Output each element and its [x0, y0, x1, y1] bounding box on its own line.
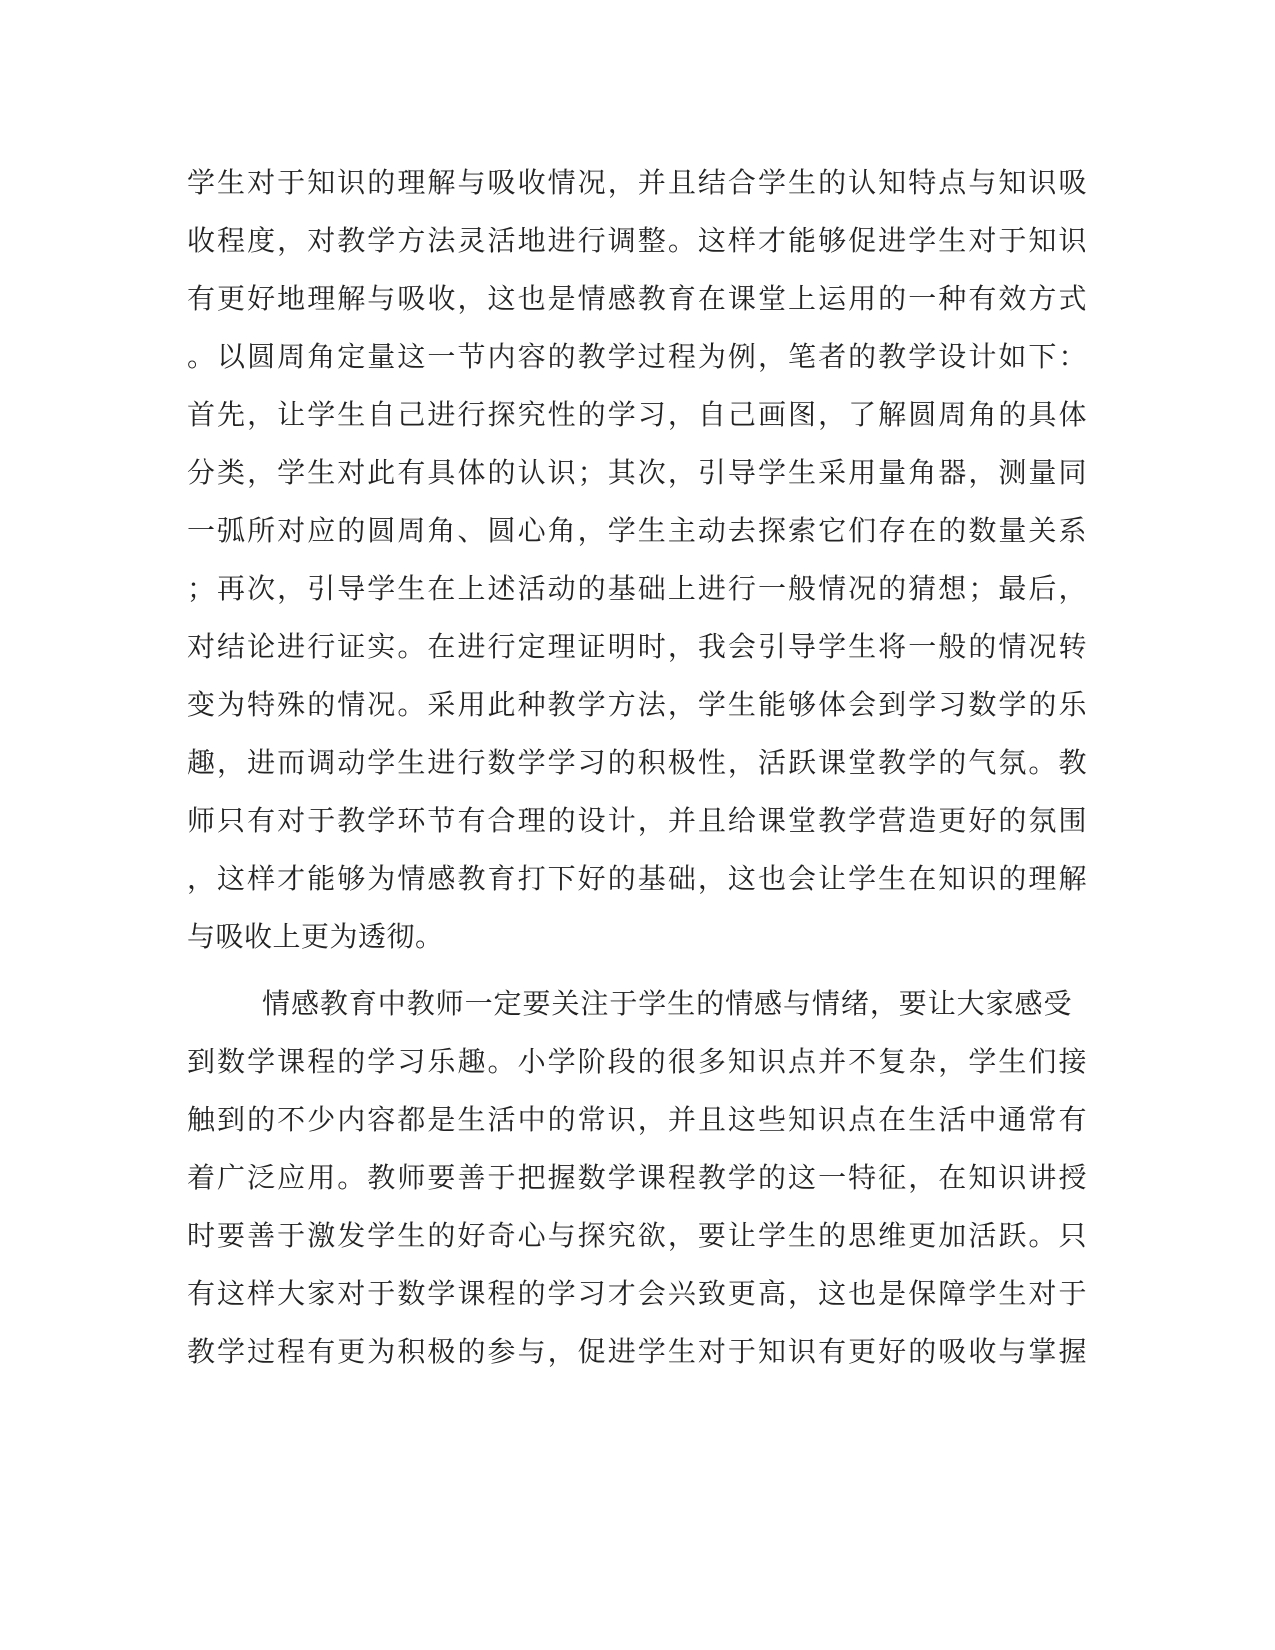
text-line: 一弧所对应的圆周角、圆心角，学生主动去探索它们存在的数量关系	[187, 514, 1087, 547]
text-line: ，这样才能够为情感教育打下好的基础，这也会让学生在知识的理解	[187, 862, 1087, 895]
text-line: 着广泛应用。教师要善于把握数学课程教学的这一特征，在知识讲授	[187, 1161, 1087, 1194]
paragraph-first-line: 情感教育中教师一定要关注于学生的情感与情绪，要让大家感受	[262, 987, 1072, 1020]
text-line: 变为特殊的情况。采用此种教学方法，学生能够体会到学习数学的乐	[187, 688, 1087, 721]
text-line: 与吸收上更为透彻。	[187, 920, 444, 953]
text-line: 触到的不少内容都是生活中的常识，并且这些知识点在生活中通常有	[187, 1103, 1087, 1136]
text-line: 时要善于激发学生的好奇心与探究欲，要让学生的思维更加活跃。只	[187, 1219, 1087, 1252]
text-line: 学生对于知识的理解与吸收情况，并且结合学生的认知特点与知识吸	[187, 166, 1087, 199]
text-line: 收程度，对教学方法灵活地进行调整。这样才能够促进学生对于知识	[187, 224, 1087, 257]
text-line: 教学过程有更为积极的参与，促进学生对于知识有更好的吸收与掌握	[187, 1335, 1087, 1368]
text-line: 有这样大家对于数学课程的学习才会兴致更高，这也是保障学生对于	[187, 1277, 1087, 1310]
text-line: 有更好地理解与吸收，这也是情感教育在课堂上运用的一种有效方式	[187, 282, 1087, 315]
text-line: 对结论进行证实。在进行定理证明时，我会引导学生将一般的情况转	[187, 630, 1087, 663]
text-line: ；再次，引导学生在上述活动的基础上进行一般情况的猜想；最后，	[187, 572, 1087, 605]
text-line: 。以圆周角定量这一节内容的教学过程为例，笔者的教学设计如下：	[187, 340, 1087, 373]
text-line: 分类，学生对此有具体的认识；其次，引导学生采用量角器，测量同	[187, 456, 1087, 489]
text-line: 师只有对于教学环节有合理的设计，并且给课堂教学营造更好的氛围	[187, 804, 1087, 837]
text-line: 首先，让学生自己进行探究性的学习，自己画图，了解圆周角的具体	[187, 398, 1087, 431]
text-line: 趣，进而调动学生进行数学学习的积极性，活跃课堂教学的气氛。教	[187, 746, 1087, 779]
text-line: 到数学课程的学习乐趣。小学阶段的很多知识点并不复杂，学生们接	[187, 1045, 1087, 1078]
